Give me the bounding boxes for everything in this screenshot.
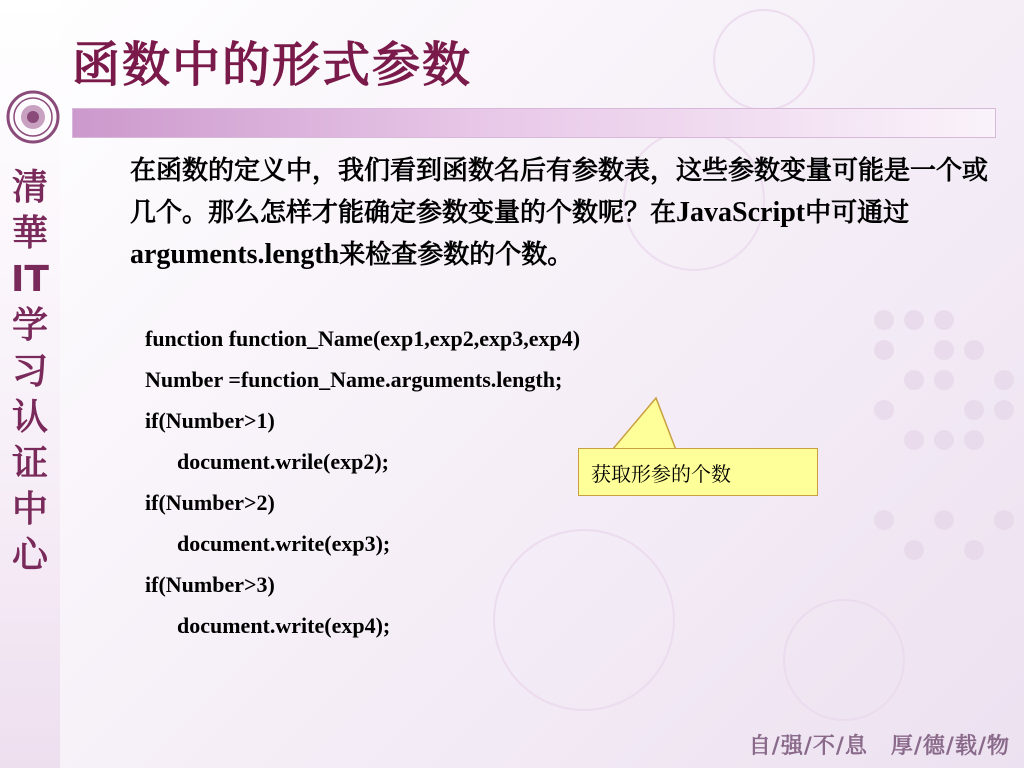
sidebar-char: 认 [11,397,48,438]
arguments-length-term: arguments.length [130,239,340,270]
title-divider-bar [72,108,996,138]
code-line: document.write(exp3); [177,531,391,556]
paragraph-text-1: 在函数的定义中，我们看到函数名后有参数表，这些参数变量可能是一个或几个。那么怎样才能确定参数变量的个数呢？在 [130,156,989,228]
sidebar-char: 清 [11,167,48,208]
code-line: document.wrile(exp2); [177,449,390,474]
javascript-term: JavaScript [676,197,806,228]
paragraph-text-3: 来检查参数的个数。 [339,240,574,270]
paragraph-text-2: 中可通过 [805,198,910,228]
sidebar-char: 习 [11,351,48,392]
callout-box: 获取形参的个数 [578,448,818,496]
code-line: function function_Name(exp1,exp2,exp3,exp4) [145,326,581,351]
code-line: if(Number>2) [145,490,275,515]
footer-motto: 自/强/不/息 厚/德/载/物 [748,734,1010,759]
code-line: if(Number>3) [145,572,275,597]
code-line: Number =function_Name.arguments.length; [145,367,563,392]
code-line: document.write(exp4); [177,613,391,638]
sidebar-char: 中 [11,489,48,530]
code-block [145,318,580,646]
sidebar-char: 華 [11,213,48,254]
page-title: 函数中的形式参数 [72,37,473,93]
sidebar-char: 学 [11,305,48,346]
sidebar-char: IT [11,259,49,300]
sidebar-char: 证 [11,443,48,484]
body-paragraph [130,150,992,276]
callout-pointer [612,396,692,452]
university-seal-logo [6,90,60,144]
sidebar-char: 心 [11,535,48,576]
sidebar-vertical-text [8,167,52,576]
code-line: if(Number>1) [145,408,275,433]
